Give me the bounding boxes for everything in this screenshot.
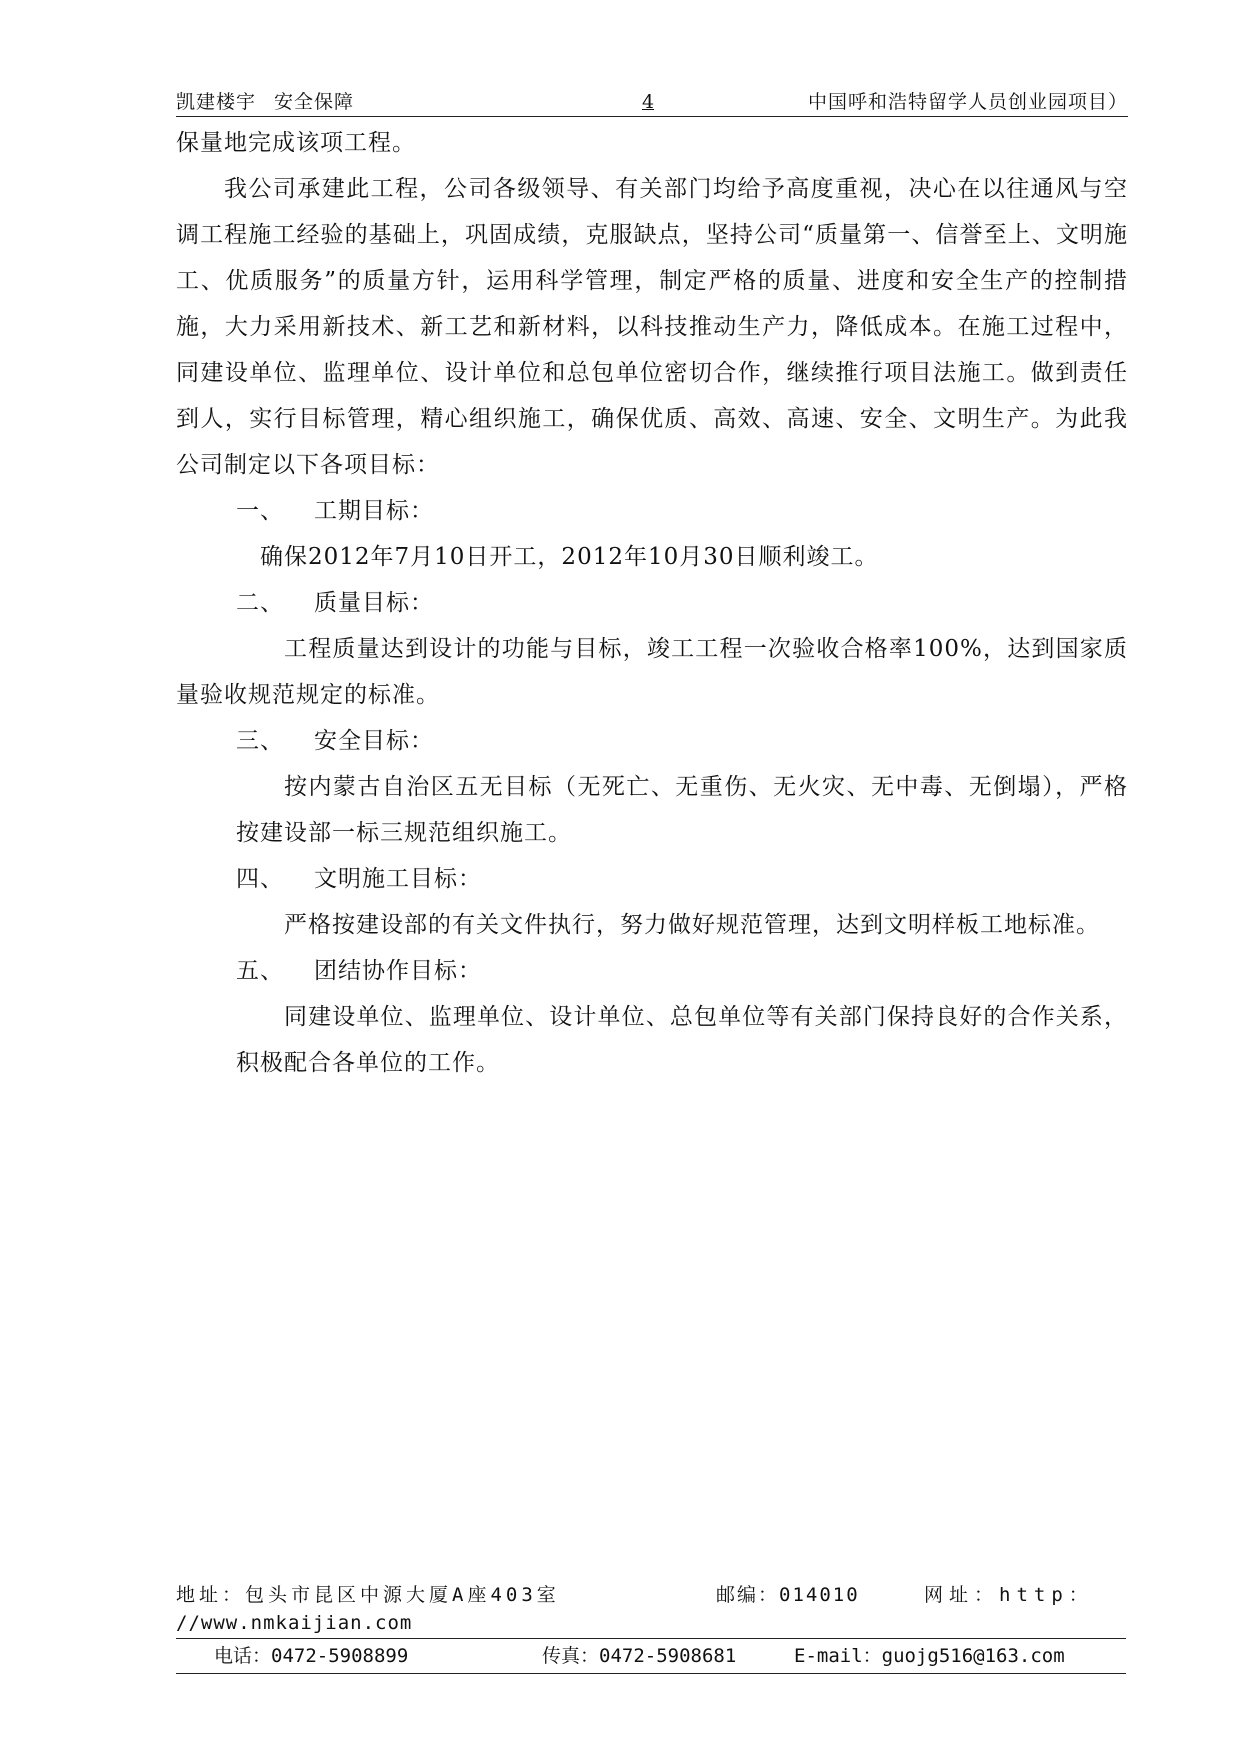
header-project: 中国呼和浩特留学人员创业园项目）: [807, 91, 1128, 113]
main-paragraph: 我公司承建此工程，公司各级领导、有关部门均给予高度重视，决心在以往通风与空调工程施工经验的基础上，巩固成绩，克服缺点，坚持公司“质量第一、信誉至上、文明施工、优质服务”的质量方针，运用科学管理，制定严格的质量、进度和安全生产的控制措施，大力采用新技术、新工艺和新材料，以科技推动生产力，降低成本。在施工过程中，同建设单位、监理单位、设计单位和总包单位密切合作，继续推行项目法施工。做到责任到人，实行目标管理，精心组织施工，确保优质、高效、高速、安全、文明生产。为此我公司制定以下各项目标：: [176, 176, 1128, 478]
section-5-title: 团结协作目标：: [314, 958, 482, 984]
section-1-title: 工期目标：: [314, 498, 434, 524]
footer-email[interactable]: E-mail：guojg516@163.com: [794, 1645, 1065, 1667]
page-header: [176, 88, 1128, 117]
footer-address: 地址：包头市昆区中源大厦A座403室: [176, 1584, 560, 1606]
section-1-heading: [176, 488, 1128, 534]
footer-website-link[interactable]: //www.nmkaijian.com: [176, 1610, 1126, 1639]
section-4-content: 严格按建设部的有关文件执行，努力做好规范管理，达到文明样板工地标准。: [284, 912, 1100, 938]
footer-phone: 电话：0472-5908899: [214, 1645, 409, 1667]
header-company: 凯建楼宇: [176, 91, 257, 113]
section-1-content: 确保2012年7月10日开工，2012年10月30日顺利竣工。: [260, 544, 879, 570]
footer-row-contact: [176, 1639, 1126, 1674]
section-4-heading: [176, 856, 1128, 902]
page-footer: [176, 1580, 1126, 1674]
footer-website-label: 网址：http：: [924, 1584, 1094, 1606]
section-4-number: 四、: [236, 866, 284, 892]
section-2-title: 质量目标：: [314, 590, 434, 616]
header-left: [176, 90, 354, 114]
document-body: [176, 120, 1128, 1086]
section-3-title: 安全目标：: [314, 728, 434, 754]
page-number: 4: [642, 91, 655, 113]
section-1-number: 一、: [236, 498, 284, 524]
section-3-heading: [176, 718, 1128, 764]
intro-line: 保量地完成该项工程。: [176, 130, 416, 156]
section-5-number: 五、: [236, 958, 284, 984]
footer-zip: 邮编：014010: [716, 1584, 860, 1606]
section-2-number: 二、: [236, 590, 284, 616]
section-2-heading: [176, 580, 1128, 626]
footer-row-address: [176, 1580, 1126, 1610]
section-3-content: 按内蒙古自治区五无目标（无死亡、无重伤、无火灾、无中毒、无倒塌），严格按建设部一标三规范组织施工。: [236, 774, 1128, 846]
section-3-number: 三、: [236, 728, 284, 754]
footer-fax: 传真：0472-5908681: [542, 1645, 737, 1667]
section-2-content: 工程质量达到设计的功能与目标，竣工工程一次验收合格率100%，达到国家质量验收规范规定的标准。: [176, 636, 1128, 708]
section-4-title: 文明施工目标：: [314, 866, 482, 892]
header-section: 安全保障: [274, 91, 355, 113]
section-5-heading: [176, 948, 1128, 994]
section-5-content: 同建设单位、监理单位、设计单位、总包单位等有关部门保持良好的合作关系，积极配合各单位的工作。: [236, 1004, 1128, 1076]
